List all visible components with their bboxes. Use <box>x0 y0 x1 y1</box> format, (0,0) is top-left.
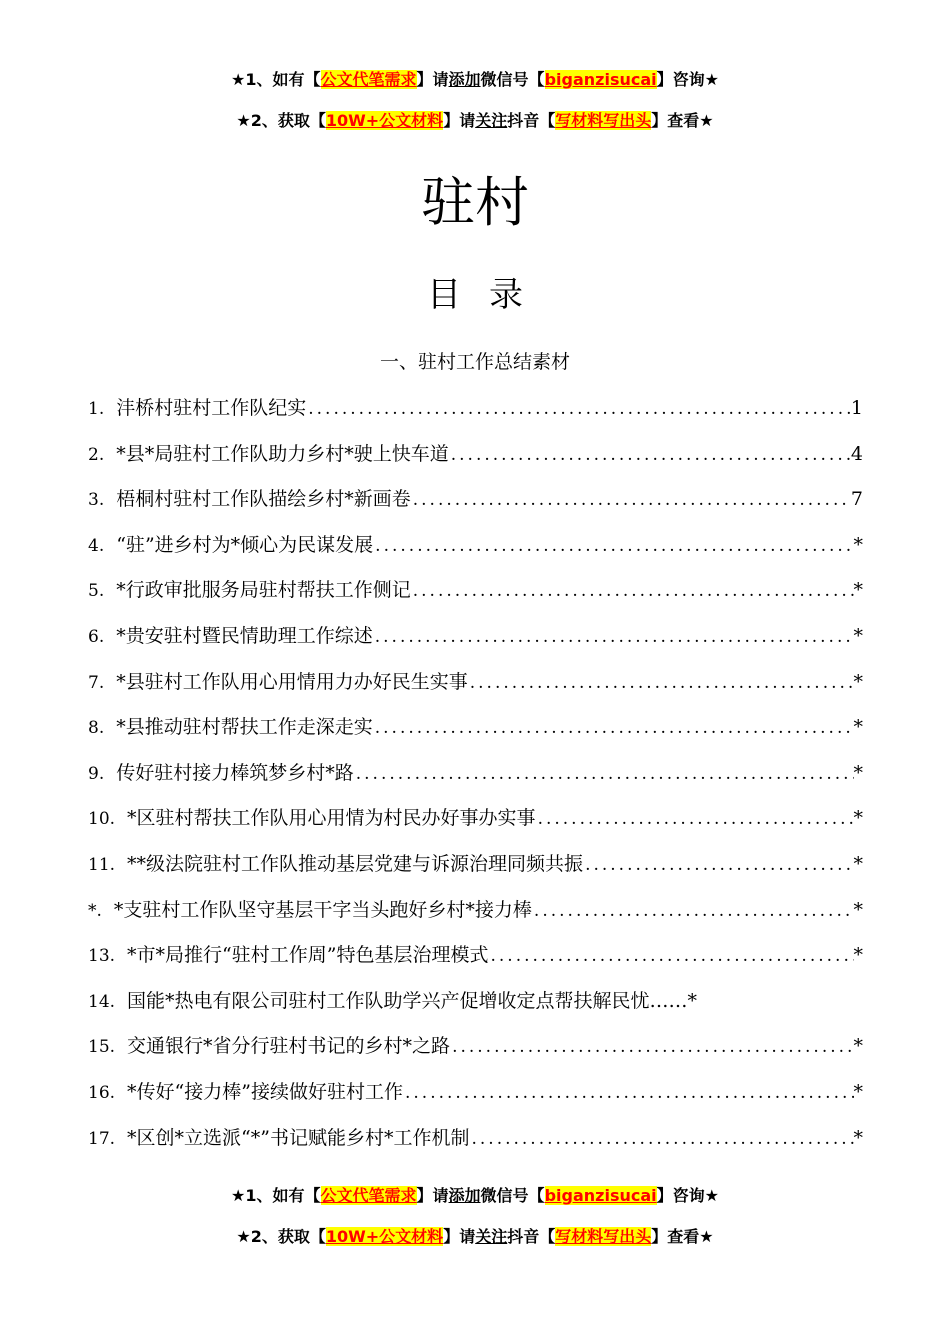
toc-entry-title: *支驻村工作队坚守基层干字当头跑好乡村*接力棒 <box>113 898 532 921</box>
toc-entry-page: * <box>853 670 863 693</box>
toc-entry-title: *行政审批服务局驻村帮扶工作侧记 <box>116 579 411 602</box>
banner-text: 】请 <box>443 111 476 130</box>
toc-entry-title: *区创*立选派“*”书记赋能乡村*工作机制 <box>127 1126 470 1149</box>
banner-highlight: 公文代笔需求 <box>320 1186 417 1205</box>
banner-highlight: 写材料写出头 <box>555 111 652 130</box>
banner-highlight: 写材料写出头 <box>555 1227 652 1246</box>
banner-underline: 关注 <box>475 111 508 130</box>
toc-entry-title: *县*局驻村工作队助力乡村*驶上快车道 <box>116 442 449 465</box>
banner-underline: 添加 <box>448 1186 481 1205</box>
toc-entry-number: 8. <box>88 718 105 739</box>
toc-entry-number: 13. <box>88 946 116 967</box>
banner-text: 抖音【 <box>507 111 556 130</box>
toc-entry-page: * <box>853 533 863 556</box>
toc-entry[interactable] <box>88 709 863 745</box>
toc-entry-number: 10. <box>88 809 116 830</box>
promo-banner-line-1-bottom <box>0 1186 950 1206</box>
toc-entry-page: * <box>853 898 863 921</box>
toc-heading: 目录 <box>427 275 551 315</box>
banner-highlight: 公文代笔需求 <box>320 70 417 89</box>
toc-entry-number: 17. <box>88 1128 116 1149</box>
toc-entry[interactable] <box>88 755 863 791</box>
toc-entry-page: * <box>853 1081 863 1103</box>
banner-highlight: 10W+公文材料 <box>325 111 444 130</box>
toc-entry[interactable] <box>88 481 863 517</box>
toc-leader-dots <box>469 1121 853 1156</box>
toc-leader-dots <box>450 1029 853 1064</box>
toc-entry[interactable] <box>88 1120 863 1156</box>
toc-entry[interactable] <box>88 1074 863 1110</box>
toc-entry[interactable] <box>88 618 863 654</box>
toc-entry-title: 传好驻村接力棒筑梦乡村*路 <box>116 761 354 784</box>
banner-text: 】请 <box>416 1186 449 1205</box>
toc-entry-page: * <box>853 579 863 602</box>
toc-entry-number: 16. <box>88 1083 116 1103</box>
toc-entry-page: * <box>853 625 863 647</box>
banner-text: ★1、如有【 <box>231 1186 321 1205</box>
toc-entry-page: * <box>853 1126 863 1149</box>
toc-leader-dots <box>373 619 854 654</box>
toc-leader-dots <box>536 801 854 836</box>
toc-entry[interactable] <box>88 800 863 836</box>
toc-leader-dots <box>373 710 854 745</box>
toc-entry[interactable] <box>88 1028 863 1064</box>
toc-entry[interactable] <box>88 572 863 608</box>
toc-entry-page: * <box>853 853 863 875</box>
toc-entry-number: *. <box>88 900 102 921</box>
toc-entry-page: * <box>853 1035 863 1058</box>
banner-text: 】咨询★ <box>656 1186 719 1205</box>
banner-highlight: biganzisucai <box>544 1186 657 1205</box>
toc-entry-title: *市*局推行“驻村工作周”特色基层治理模式 <box>127 944 489 967</box>
toc-entry-page: 4 <box>850 442 863 465</box>
banner-text: ★1、如有【 <box>231 70 321 89</box>
toc-entry[interactable] <box>88 892 863 928</box>
toc-entry-title: 沣桥村驻村工作队纪实 <box>116 397 307 419</box>
toc-entry-title: *县驻村工作队用心用情用力办好民生实事 <box>116 670 468 693</box>
toc-leader-dots <box>306 391 851 426</box>
banner-highlight: 10W+公文材料 <box>325 1227 444 1246</box>
section-heading: 一、驻村工作总结素材 <box>379 351 570 373</box>
toc-leader-dots <box>468 665 854 700</box>
toc-leader-dots <box>354 756 854 791</box>
toc-leader-dots <box>583 847 853 882</box>
toc-entry-page: * <box>853 716 863 739</box>
banner-text: ★2、获取【 <box>236 1227 326 1246</box>
banner-text: 】请 <box>416 70 449 89</box>
toc-entry[interactable] <box>88 664 863 700</box>
banner-text: 微信号【 <box>480 70 545 89</box>
toc-entry-title: *区驻村帮扶工作队用心用情为村民办好事办实事 <box>127 807 536 830</box>
toc-entry-number: 5. <box>88 581 105 602</box>
toc-leader-dots <box>411 573 854 608</box>
toc-entry[interactable] <box>88 390 863 426</box>
banner-underline: 关注 <box>475 1227 508 1246</box>
promo-banner-line-1 <box>0 70 950 90</box>
toc-entry-title: 交通银行*省分行驻村书记的乡村*之路 <box>127 1035 451 1058</box>
toc-entry[interactable] <box>88 983 863 1019</box>
banner-text: ★2、获取【 <box>236 111 326 130</box>
toc-entry-title: *传好“接力棒”接续做好驻村工作 <box>127 1081 403 1103</box>
toc-entry-number: 9. <box>88 763 105 784</box>
toc-entry-number: 1. <box>88 399 105 419</box>
toc-entry-page: * <box>853 807 863 830</box>
toc-entry-page: * <box>853 761 863 784</box>
toc-entry-page: 1 <box>850 397 863 419</box>
toc-entry[interactable] <box>88 527 863 563</box>
banner-text: 】咨询★ <box>656 70 719 89</box>
toc-leader-dots <box>411 482 851 517</box>
document-title: 驻村 <box>421 171 529 234</box>
toc-leader-dots <box>373 528 853 563</box>
toc-entry-number: 2. <box>88 444 105 465</box>
promo-banner-line-2-bottom <box>0 1227 950 1247</box>
toc-entry-number: 11. <box>88 855 116 875</box>
promo-banner-line-2 <box>0 111 950 131</box>
toc-entry-number: 7. <box>88 672 105 693</box>
toc-entry-number: 3. <box>88 490 105 511</box>
toc-entry-title: 梧桐村驻村工作队描绘乡村*新画卷 <box>116 488 411 511</box>
toc-entry[interactable] <box>88 937 863 973</box>
toc-leader-dots <box>532 893 854 928</box>
banner-text: 】请 <box>443 1227 476 1246</box>
toc-entry-title: *县推动驻村帮扶工作走深走实 <box>116 716 373 739</box>
banner-text: 】查看★ <box>651 1227 714 1246</box>
banner-text: 微信号【 <box>480 1186 545 1205</box>
toc-leader-dots <box>403 1075 854 1110</box>
toc-entry-page: 7 <box>850 488 863 511</box>
toc-entry-number: 6. <box>88 627 105 647</box>
toc-entry[interactable] <box>88 436 863 472</box>
toc-entry-title: **级法院驻村工作队推动基层党建与诉源治理同频共振 <box>127 853 584 875</box>
toc-entry-title: 国能*热电有限公司驻村工作队助学兴产促增收定点帮扶解民忧……* <box>127 989 698 1012</box>
toc-entry[interactable] <box>88 846 863 882</box>
toc-entry-title: “驻”进乡村为*倾心为民谋发展 <box>116 533 374 556</box>
banner-highlight: biganzisucai <box>544 70 657 89</box>
toc-entry-number: 15. <box>88 1037 116 1058</box>
toc-entry-title: *贵安驻村暨民情助理工作综述 <box>116 625 373 647</box>
toc-entry-number: 14. <box>88 991 116 1012</box>
banner-text: 】查看★ <box>651 111 714 130</box>
banner-underline: 添加 <box>448 70 481 89</box>
banner-text: 抖音【 <box>507 1227 556 1246</box>
toc-leader-dots <box>488 938 853 973</box>
toc-leader-dots <box>449 437 851 472</box>
toc-entry-number: 4. <box>88 535 105 556</box>
toc-entry-page: * <box>853 944 863 967</box>
